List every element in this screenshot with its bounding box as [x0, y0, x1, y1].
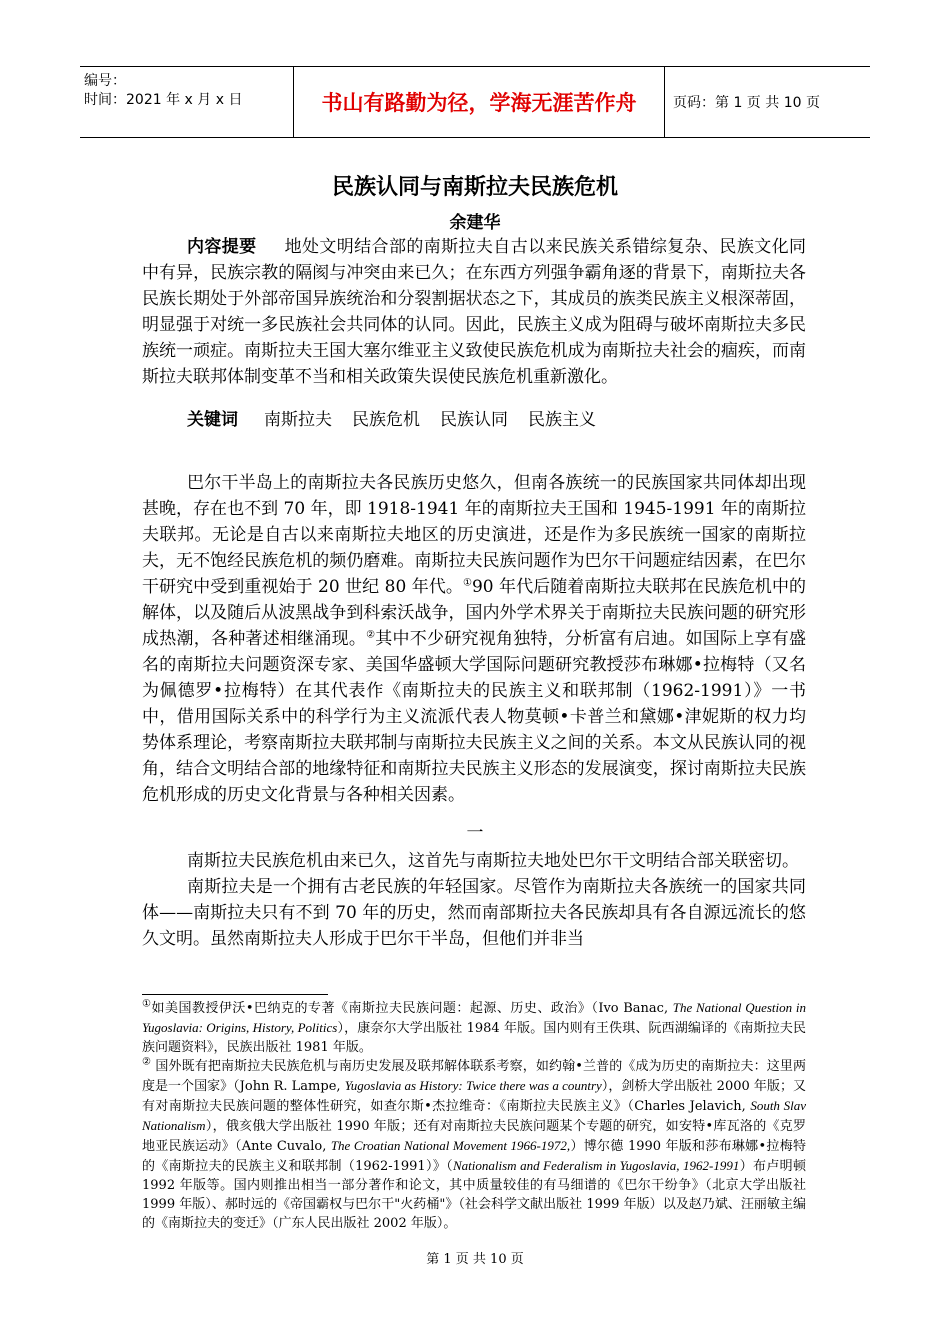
page-footer: 第 1 页 共 10 页: [426, 1252, 524, 1267]
section-marker: 一: [466, 823, 484, 843]
motto-text: 书山有路勤为径，学海无涯苦作舟: [321, 91, 637, 115]
header-motto-cell: [293, 67, 665, 137]
page-label: 页码：第 1 页 共 10 页: [673, 95, 820, 111]
abstract: [142, 234, 806, 390]
page-header: [80, 66, 870, 138]
footnote-2-text: ）博尔德 1990 年版和莎布琳娜•拉梅特的《南斯拉夫的民族主义和联邦制（1962-1991）》（: [142, 1139, 806, 1174]
abstract-label: 内容提要: [187, 237, 257, 257]
abstract-text: 地处文明结合部的南斯拉夫自古以来民族关系错综复杂、民族文化同中有异，民族宗教的隔阂与冲突由来已久；在东西方列强争霸角逐的背景下，南斯拉夫各民族长期处于外部帝国异族统治和分裂割据状态之下，其成员的族类民族主义根深蒂固，明显强于对统一多民族社会共同体的认同。因此，民族主义成为阻碍与破坏南斯拉夫多民族统一顽症。南斯拉夫王国大塞尔维亚主义致使民族危机成为南斯拉夫社会的痼疾，而南斯拉夫联邦体制变革不当和相关政策失误使民族危机重新激化。: [142, 237, 807, 387]
footnote-2-book-title: South Slav Nationalism: [142, 1098, 806, 1133]
section-1-paragraph-1: 南斯拉夫民族危机由来已久，这首先与南斯拉夫地处巴尔干文明结合部关联密切。: [187, 851, 799, 871]
keyword: 民族主义: [528, 410, 596, 430]
footnote-1: [142, 998, 806, 1057]
keyword: 南斯拉夫: [264, 410, 332, 430]
footnote-2-text: ），剑桥大学出版社 2000 年版；又有对南斯拉夫民族问题的整体性研究，如查尔斯•杰拉维奇：《南斯拉夫民族主义》（Charles Jelavich,: [142, 1079, 806, 1114]
document-title: 民族认同与南斯拉夫民族危机: [331, 175, 618, 200]
section-1-paragraph-2: 南斯拉夫是一个拥有古老民族的年轻国家。尽管作为南斯拉夫各族统一的国家共同体——南斯拉夫只有不到 70 年的历史，然而南部斯拉夫各民族却具有各自源远流长的悠久文明。虽然南斯拉夫人形成于巴尔干半岛，但他们并非当: [142, 877, 806, 949]
footnote-2: [142, 1057, 806, 1233]
footnote-ref-1[interactable]: ①: [462, 577, 472, 589]
keyword: 民族认同: [440, 410, 508, 430]
time-label: 时间：2021 年 x 月 x 日: [84, 92, 243, 108]
footnote-2-text: 国外既有把南斯拉夫民族危机与南历史发展及联邦解体联系考察，如约翰•兰普的《成为历史的南斯拉夫：这里两度是一个国家》（John R. Lampe,: [142, 1059, 806, 1094]
footnote-2-book-title: The Croatian National Movement 1966-1972,: [330, 1138, 571, 1153]
keyword: 民族危机: [352, 410, 420, 430]
footnote-2-book-title: Nationalism and Federalism in Yugoslavia, 1962-1991: [452, 1158, 740, 1173]
footnotes: [142, 998, 806, 1233]
header-meta: [80, 67, 293, 137]
author-name: 余建华: [449, 213, 501, 233]
footnote-divider: [142, 994, 328, 995]
footnote-2-book-title: Yugoslavia as History: Twice there was a country: [344, 1078, 602, 1093]
keywords-label: 关键词: [187, 410, 238, 430]
footnote-1-text-end: ），康奈尔大学出版社 1984 年版。国内则有王佚琪、阮西湖编译的《南斯拉夫民族问题资料》，民族出版社 1981 年版。: [142, 1021, 806, 1055]
section-1-body: [142, 848, 806, 952]
intro-text-2: 90 年代后随着南斯拉夫联邦在民族危机中的解体，以及随后从波黑战争到科索沃战争，国内外学术界关于南斯拉夫民族问题的研究形成热潮，各种著述相继涌现。: [142, 577, 806, 649]
header-page-cell: [665, 67, 870, 137]
footnote-2-text: ），俄亥俄大学出版社 1990 年版；还有对南斯拉夫民族问题某个专题的研究，如安特•库瓦洛的《克罗地亚民族运动》（Ante Cuvalo,: [142, 1119, 806, 1154]
footnote-1-mark: ①: [142, 998, 152, 1010]
intro-text-1: 巴尔干半岛上的南斯拉夫各民族历史悠久，但南各族统一的民族国家共同体却出现甚晚，存在也不到 70 年，即 1918-1941 年的南斯拉夫王国和 1945-1991 年的南斯拉夫联邦。无论是自古以来南斯拉夫地区的历史演进，还是作为多民族统一国家的南斯拉夫，无不饱经民族危机的频仍磨难。南斯拉夫民族问题作为巴尔干问题症结因素，在巴尔干研究中受到重视始于 20 世纪 80 年代。: [142, 473, 806, 597]
footnote-ref-2[interactable]: ②: [366, 629, 376, 641]
intro-paragraph: [142, 470, 806, 808]
intro-text-3: 其中不少研究视角独特，分析富有启迪。如国际上享有盛名的南斯拉夫问题资深专家、美国华盛顿大学国际问题研究教授莎布琳娜•拉梅特（又名为佩德罗•拉梅特）在其代表作《南斯拉夫的民族主义和联邦制（1962-1991）》一书中，借用国际关系中的科学行为主义流派代表人物莫顿•卡普兰和黛娜•津妮斯的权力均势体系理论，考察南斯拉夫联邦制与南斯拉夫民族主义之间的关系。本文从民族认同的视角，结合文明结合部的地缘特征和南斯拉夫民族主义形态的发展演变，探讨南斯拉夫民族危机形成的历史文化背景与各种相关因素。: [142, 629, 806, 805]
footnote-2-mark: ②: [142, 1056, 152, 1068]
serial-label: 编号：: [84, 73, 126, 89]
keywords: [142, 407, 806, 433]
footnote-2-text: ）布卢明顿 1992 年版等。国内则推出相当一部分著作和论文，其中质量较佳的有马细谱的《巴尔干纷争》（北京大学出版社 1999 年版）、郝时远的《帝国霸权与巴尔干"火药桶"》（社会科学文献出版社 1999 年版）以及赵乃斌、汪丽敏主编的《南斯拉夫的变迁》（广东人民出版社 2002 年版）。: [142, 1159, 806, 1231]
footnote-1-text: 如美国教授伊沃•巴纳克的专著《南斯拉夫民族问题：起源、历史、政治》（Ivo Banac,: [151, 1001, 673, 1016]
footnote-1-book-title: The National Question in Yugoslavia: Origins, History, Politics: [142, 1000, 807, 1035]
